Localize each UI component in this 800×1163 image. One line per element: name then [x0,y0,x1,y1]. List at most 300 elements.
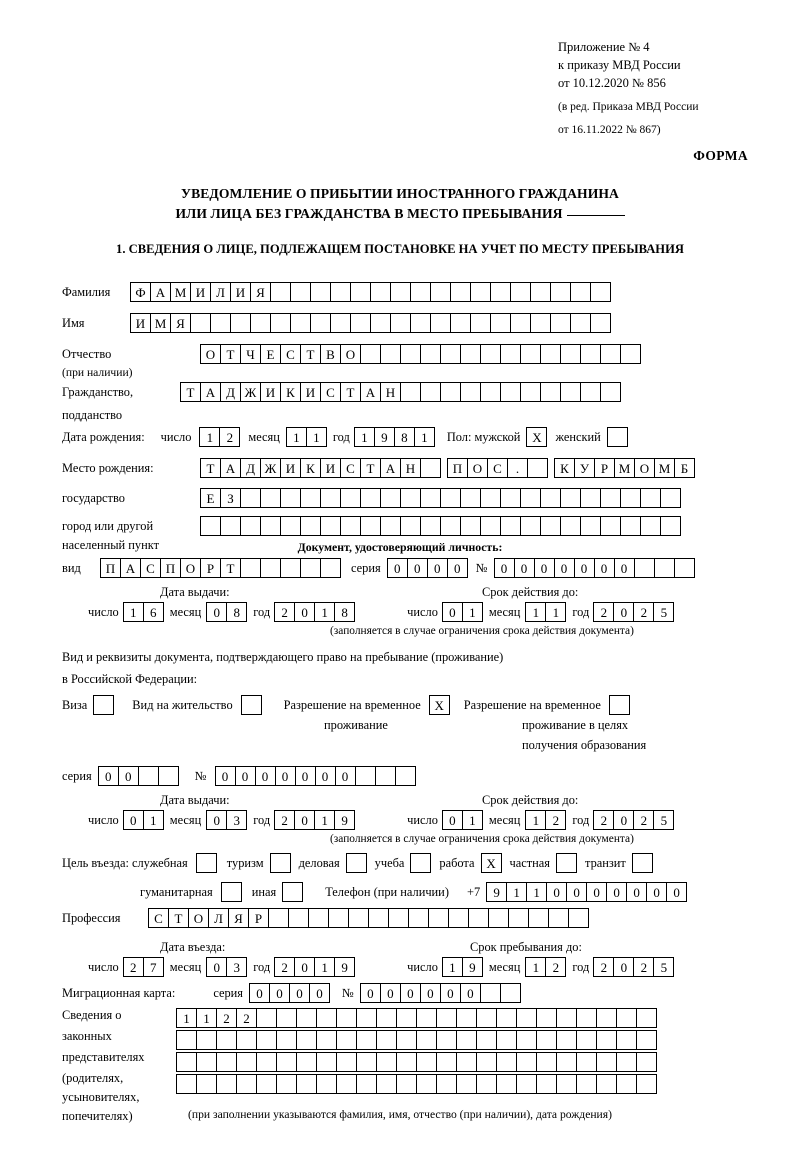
char-cell[interactable]: А [150,282,171,302]
char-cell[interactable] [616,1030,637,1050]
char-cell[interactable]: 1 [525,602,546,622]
char-cell[interactable]: 2 [593,810,614,830]
char-cell[interactable]: 1 [545,602,566,622]
char-cell[interactable]: 5 [653,810,674,830]
char-cell[interactable]: С [148,908,169,928]
char-cell[interactable] [196,1030,217,1050]
char-cell[interactable] [516,1030,537,1050]
char-cell[interactable] [296,1008,317,1028]
char-cell[interactable] [396,1052,417,1072]
char-cell[interactable] [568,908,589,928]
char-cell[interactable] [520,382,541,402]
char-cell[interactable]: П [160,558,181,578]
char-cell[interactable]: С [280,344,301,364]
char-cell[interactable]: 0 [400,983,421,1003]
birth-day-input[interactable] [199,427,240,447]
char-cell[interactable]: 0 [387,558,408,578]
char-cell[interactable]: 0 [586,882,607,902]
char-cell[interactable] [460,344,481,364]
edu-residence-checkbox[interactable] [609,695,630,715]
legal-rep-input-2[interactable] [176,1030,657,1050]
char-cell[interactable] [416,1074,437,1094]
char-cell[interactable]: 0 [98,766,119,786]
char-cell[interactable] [576,1052,597,1072]
char-cell[interactable]: И [260,382,281,402]
char-cell[interactable]: 9 [334,957,355,977]
doc-issue-day-input[interactable] [123,602,164,622]
char-cell[interactable]: 0 [442,810,463,830]
char-cell[interactable] [240,488,261,508]
char-cell[interactable] [420,516,441,536]
char-cell[interactable] [158,766,179,786]
char-cell[interactable] [296,1074,317,1094]
char-cell[interactable]: М [654,458,675,478]
char-cell[interactable]: 0 [606,882,627,902]
char-cell[interactable] [290,282,311,302]
doc-kind-input[interactable] [100,558,341,578]
char-cell[interactable] [356,1074,377,1094]
char-cell[interactable]: С [487,458,508,478]
char-cell[interactable]: А [380,458,401,478]
char-cell[interactable]: 9 [334,810,355,830]
char-cell[interactable] [640,516,661,536]
char-cell[interactable] [596,1008,617,1028]
stay-issue-day-input[interactable] [123,810,164,830]
char-cell[interactable]: 5 [653,957,674,977]
char-cell[interactable] [480,344,501,364]
char-cell[interactable] [436,1030,457,1050]
char-cell[interactable] [674,558,695,578]
char-cell[interactable]: 0 [614,558,635,578]
firstname-input[interactable] [130,313,611,333]
char-cell[interactable] [576,1030,597,1050]
char-cell[interactable] [560,382,581,402]
char-cell[interactable]: О [188,908,209,928]
purpose-service-checkbox[interactable] [196,853,217,873]
char-cell[interactable] [296,1052,317,1072]
char-cell[interactable] [580,382,601,402]
char-cell[interactable]: 0 [249,983,270,1003]
char-cell[interactable]: И [320,458,341,478]
char-cell[interactable]: И [130,313,151,333]
char-cell[interactable] [310,313,331,333]
char-cell[interactable] [600,382,621,402]
char-cell[interactable]: Ж [240,382,261,402]
char-cell[interactable]: О [340,344,361,364]
char-cell[interactable]: С [320,382,341,402]
char-cell[interactable]: И [230,282,251,302]
char-cell[interactable] [640,488,661,508]
char-cell[interactable]: 2 [219,427,240,447]
char-cell[interactable]: 2 [593,602,614,622]
char-cell[interactable] [256,1008,277,1028]
char-cell[interactable]: Т [180,382,201,402]
char-cell[interactable] [570,282,591,302]
char-cell[interactable] [500,983,521,1003]
char-cell[interactable] [500,344,521,364]
char-cell[interactable]: 0 [360,983,381,1003]
char-cell[interactable]: 2 [545,957,566,977]
surname-input[interactable] [130,282,611,302]
char-cell[interactable] [316,1030,337,1050]
char-cell[interactable] [654,558,675,578]
char-cell[interactable] [280,558,301,578]
char-cell[interactable] [520,488,541,508]
birth-city-row2-input[interactable] [200,488,681,508]
char-cell[interactable] [540,344,561,364]
char-cell[interactable]: 1 [286,427,307,447]
char-cell[interactable]: 0 [380,983,401,1003]
doc-valid-day-input[interactable] [442,602,483,622]
purpose-study-checkbox[interactable] [410,853,431,873]
char-cell[interactable] [396,1074,417,1094]
char-cell[interactable]: Я [250,282,271,302]
purpose-transit-checkbox[interactable] [632,853,653,873]
char-cell[interactable]: 0 [613,602,634,622]
char-cell[interactable]: Т [200,458,221,478]
char-cell[interactable] [270,313,291,333]
char-cell[interactable] [436,1008,457,1028]
char-cell[interactable]: 8 [334,602,355,622]
char-cell[interactable] [508,908,529,928]
char-cell[interactable] [480,488,501,508]
char-cell[interactable] [400,344,421,364]
migration-number-input[interactable] [360,983,521,1003]
char-cell[interactable]: Т [360,458,381,478]
char-cell[interactable] [260,488,281,508]
char-cell[interactable] [376,1074,397,1094]
char-cell[interactable] [400,382,421,402]
char-cell[interactable]: 0 [315,766,336,786]
char-cell[interactable] [416,1008,437,1028]
legal-rep-input-3[interactable] [176,1052,657,1072]
char-cell[interactable]: Ч [240,344,261,364]
char-cell[interactable]: З [220,488,241,508]
migration-series-input[interactable] [249,983,330,1003]
char-cell[interactable]: 0 [447,558,468,578]
char-cell[interactable] [456,1030,477,1050]
char-cell[interactable] [460,488,481,508]
char-cell[interactable]: В [320,344,341,364]
char-cell[interactable]: 1 [442,957,463,977]
char-cell[interactable]: Л [210,282,231,302]
char-cell[interactable] [560,488,581,508]
char-cell[interactable]: 1 [414,427,435,447]
birth-city-part1-input[interactable] [447,458,548,478]
char-cell[interactable] [260,558,281,578]
char-cell[interactable] [580,516,601,536]
char-cell[interactable] [220,516,241,536]
char-cell[interactable] [376,1052,397,1072]
char-cell[interactable] [375,766,396,786]
char-cell[interactable] [138,766,159,786]
char-cell[interactable] [316,1074,337,1094]
char-cell[interactable]: 1 [196,1008,217,1028]
char-cell[interactable]: 0 [613,957,634,977]
char-cell[interactable]: 1 [506,882,527,902]
purpose-business-checkbox[interactable] [346,853,367,873]
char-cell[interactable] [260,516,281,536]
char-cell[interactable]: Я [170,313,191,333]
char-cell[interactable] [320,488,341,508]
char-cell[interactable] [400,516,421,536]
char-cell[interactable] [450,313,471,333]
char-cell[interactable] [355,766,376,786]
profession-input[interactable] [148,908,589,928]
char-cell[interactable] [620,344,641,364]
char-cell[interactable] [440,382,461,402]
stay-issue-month-input[interactable] [206,810,247,830]
residence-permit-checkbox[interactable] [241,695,262,715]
char-cell[interactable] [500,488,521,508]
char-cell[interactable]: 1 [199,427,220,447]
legal-rep-input-1[interactable] [176,1008,657,1028]
char-cell[interactable]: 2 [633,957,654,977]
char-cell[interactable]: 0 [289,983,310,1003]
char-cell[interactable] [496,1030,517,1050]
char-cell[interactable]: К [300,458,321,478]
char-cell[interactable] [448,908,469,928]
char-cell[interactable] [416,1030,437,1050]
char-cell[interactable] [316,1052,337,1072]
char-cell[interactable]: 1 [462,810,483,830]
char-cell[interactable] [500,382,521,402]
char-cell[interactable]: 0 [294,810,315,830]
char-cell[interactable] [340,488,361,508]
char-cell[interactable]: 9 [486,882,507,902]
char-cell[interactable] [460,516,481,536]
entry-month-input[interactable] [206,957,247,977]
char-cell[interactable]: 3 [226,810,247,830]
char-cell[interactable] [576,1074,597,1094]
char-cell[interactable]: Д [220,382,241,402]
char-cell[interactable]: 0 [407,558,428,578]
char-cell[interactable] [550,282,571,302]
char-cell[interactable] [256,1030,277,1050]
char-cell[interactable] [516,1052,537,1072]
char-cell[interactable]: 1 [462,602,483,622]
char-cell[interactable] [636,1008,657,1028]
char-cell[interactable]: 1 [525,810,546,830]
char-cell[interactable] [390,313,411,333]
phone-input[interactable] [486,882,687,902]
char-cell[interactable]: 0 [626,882,647,902]
char-cell[interactable] [536,1074,557,1094]
char-cell[interactable] [395,766,416,786]
char-cell[interactable]: 0 [440,983,461,1003]
char-cell[interactable] [360,344,381,364]
char-cell[interactable] [368,908,389,928]
doc-issue-year-input[interactable] [274,602,355,622]
char-cell[interactable] [488,908,509,928]
visa-checkbox[interactable] [93,695,114,715]
char-cell[interactable] [616,1008,637,1028]
char-cell[interactable] [516,1008,537,1028]
char-cell[interactable]: 0 [206,602,227,622]
char-cell[interactable] [456,1008,477,1028]
char-cell[interactable] [396,1030,417,1050]
char-cell[interactable] [476,1008,497,1028]
char-cell[interactable] [216,1030,237,1050]
char-cell[interactable]: Р [200,558,221,578]
char-cell[interactable] [496,1052,517,1072]
char-cell[interactable] [390,282,411,302]
char-cell[interactable] [470,282,491,302]
char-cell[interactable]: А [360,382,381,402]
char-cell[interactable] [420,488,441,508]
char-cell[interactable]: 0 [335,766,356,786]
char-cell[interactable]: И [300,382,321,402]
char-cell[interactable] [276,1074,297,1094]
char-cell[interactable] [240,558,261,578]
doc-valid-month-input[interactable] [525,602,566,622]
char-cell[interactable]: И [280,458,301,478]
char-cell[interactable] [348,908,369,928]
char-cell[interactable] [600,488,621,508]
char-cell[interactable] [420,458,441,478]
char-cell[interactable]: 1 [176,1008,197,1028]
char-cell[interactable] [590,313,611,333]
char-cell[interactable] [420,382,441,402]
char-cell[interactable]: О [200,344,221,364]
char-cell[interactable] [210,313,231,333]
char-cell[interactable] [290,313,311,333]
char-cell[interactable]: Л [208,908,229,928]
char-cell[interactable] [440,488,461,508]
char-cell[interactable]: 1 [314,957,335,977]
char-cell[interactable] [356,1008,377,1028]
char-cell[interactable] [660,488,681,508]
char-cell[interactable]: . [507,458,528,478]
char-cell[interactable] [350,282,371,302]
char-cell[interactable] [280,488,301,508]
char-cell[interactable] [276,1008,297,1028]
char-cell[interactable] [176,1052,197,1072]
char-cell[interactable] [400,488,421,508]
char-cell[interactable]: 0 [442,602,463,622]
char-cell[interactable]: 3 [226,957,247,977]
char-cell[interactable] [270,282,291,302]
char-cell[interactable] [550,313,571,333]
char-cell[interactable] [580,488,601,508]
char-cell[interactable] [620,488,641,508]
char-cell[interactable] [350,313,371,333]
char-cell[interactable]: 0 [514,558,535,578]
char-cell[interactable] [576,1008,597,1028]
char-cell[interactable] [196,1052,217,1072]
char-cell[interactable]: Б [674,458,695,478]
char-cell[interactable]: 0 [215,766,236,786]
char-cell[interactable]: 5 [653,602,674,622]
char-cell[interactable]: О [634,458,655,478]
char-cell[interactable]: 8 [226,602,247,622]
char-cell[interactable] [510,282,531,302]
char-cell[interactable] [216,1052,237,1072]
char-cell[interactable] [500,516,521,536]
char-cell[interactable] [616,1074,637,1094]
char-cell[interactable]: О [180,558,201,578]
char-cell[interactable] [440,344,461,364]
char-cell[interactable] [600,516,621,536]
char-cell[interactable] [330,313,351,333]
char-cell[interactable] [296,1030,317,1050]
purpose-work-checkbox[interactable]: X [481,853,502,873]
char-cell[interactable] [520,516,541,536]
char-cell[interactable]: 0 [420,983,441,1003]
char-cell[interactable]: 0 [255,766,276,786]
char-cell[interactable] [530,282,551,302]
char-cell[interactable] [570,313,591,333]
char-cell[interactable] [536,1008,557,1028]
char-cell[interactable] [236,1074,257,1094]
char-cell[interactable] [436,1052,457,1072]
char-cell[interactable]: У [574,458,595,478]
char-cell[interactable]: 2 [123,957,144,977]
char-cell[interactable]: 2 [236,1008,257,1028]
temp-residence-checkbox[interactable]: X [429,695,450,715]
char-cell[interactable]: М [614,458,635,478]
char-cell[interactable] [556,1074,577,1094]
stay-number-input[interactable] [215,766,416,786]
char-cell[interactable]: 0 [295,766,316,786]
char-cell[interactable]: Д [240,458,261,478]
char-cell[interactable]: 2 [633,810,654,830]
char-cell[interactable] [470,313,491,333]
birth-month-input[interactable] [286,427,327,447]
doc-series-input[interactable] [387,558,468,578]
purpose-humanitarian-checkbox[interactable] [221,882,242,902]
char-cell[interactable]: М [150,313,171,333]
char-cell[interactable]: 8 [394,427,415,447]
char-cell[interactable] [556,1052,577,1072]
purpose-other-checkbox[interactable] [282,882,303,902]
char-cell[interactable]: 0 [594,558,615,578]
char-cell[interactable]: И [190,282,211,302]
char-cell[interactable] [370,282,391,302]
char-cell[interactable] [490,282,511,302]
char-cell[interactable] [268,908,289,928]
char-cell[interactable] [476,1030,497,1050]
char-cell[interactable] [320,516,341,536]
char-cell[interactable] [416,1052,437,1072]
char-cell[interactable]: 1 [526,882,547,902]
char-cell[interactable] [230,313,251,333]
birth-city-part2-input[interactable] [554,458,695,478]
birth-city-row3-input[interactable] [200,516,681,536]
entry-day-input[interactable] [123,957,164,977]
stay-series-input[interactable] [98,766,179,786]
char-cell[interactable]: 0 [546,882,567,902]
birth-year-input[interactable] [354,427,435,447]
char-cell[interactable]: 0 [118,766,139,786]
char-cell[interactable] [496,1074,517,1094]
char-cell[interactable] [336,1052,357,1072]
char-cell[interactable] [540,488,561,508]
char-cell[interactable]: 0 [275,766,296,786]
char-cell[interactable] [510,313,531,333]
char-cell[interactable] [430,282,451,302]
char-cell[interactable] [328,908,349,928]
char-cell[interactable] [636,1052,657,1072]
char-cell[interactable]: 0 [554,558,575,578]
char-cell[interactable]: Ф [130,282,151,302]
char-cell[interactable]: Р [594,458,615,478]
char-cell[interactable] [380,488,401,508]
char-cell[interactable] [496,1008,517,1028]
char-cell[interactable] [530,313,551,333]
char-cell[interactable] [396,1008,417,1028]
char-cell[interactable]: 2 [274,602,295,622]
